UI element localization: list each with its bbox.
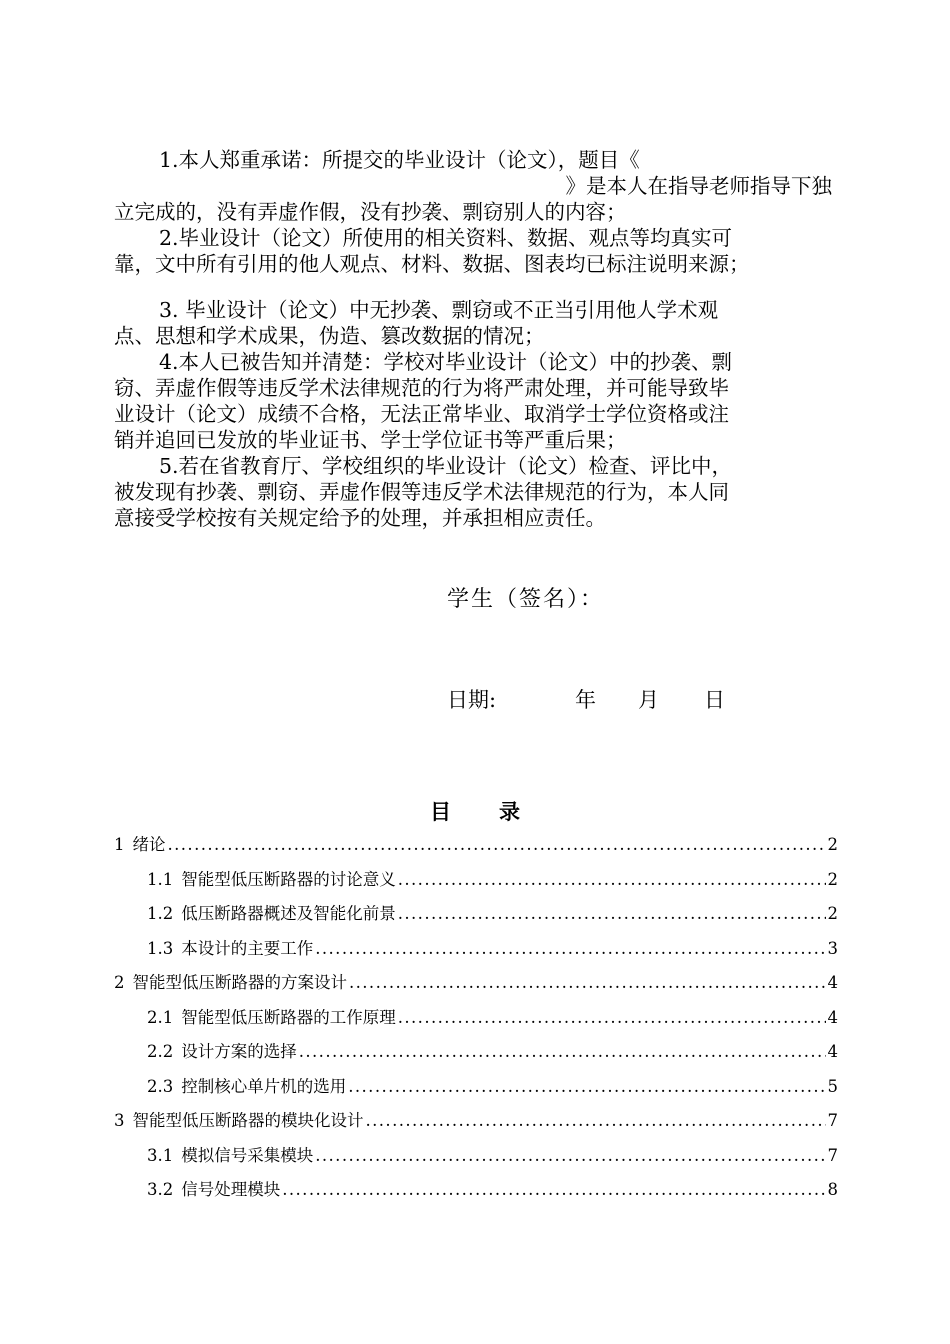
pledge-line: 点、思想和学术成果，伪造、篡改数据的情况； — [114, 324, 545, 348]
toc-entry[interactable] — [114, 834, 838, 869]
toc-leader-dots — [315, 938, 825, 960]
toc-leader-dots — [398, 1007, 826, 1029]
date-label: 日期: — [447, 688, 497, 712]
toc-title-char: 录 — [499, 800, 520, 824]
toc-entry-title: 智能型低压断路器的讨论意义 — [181, 869, 396, 889]
toc-entry[interactable] — [114, 1110, 838, 1145]
toc-entry[interactable] — [114, 1145, 838, 1180]
toc-entry[interactable] — [114, 903, 838, 938]
toc-entry-page: 4 — [827, 1042, 838, 1061]
toc-entry[interactable] — [114, 1076, 838, 1111]
toc-leader-dots — [348, 1076, 825, 1098]
toc-entry-page: 2 — [827, 835, 838, 854]
toc-entry-page: 2 — [827, 869, 838, 889]
toc-entry-title: 智能型低压断路器的模块化设计 — [132, 1111, 364, 1130]
toc-entry-title: 本设计的主要工作 — [181, 938, 314, 958]
toc-entry-page: 7 — [827, 1145, 838, 1165]
table-of-contents — [114, 834, 838, 1214]
pledge-line: 4.本人已被告知并清楚：学校对毕业设计（论文）中的抄袭、剽 — [159, 350, 733, 374]
toc-entry-title: 模拟信号采集模块 — [181, 1145, 314, 1165]
toc-entry-number: 1.1 — [147, 869, 174, 889]
toc-entry[interactable] — [114, 938, 838, 973]
pledge-line: 销并追回已发放的毕业证书、学士学位证书等严重后果； — [114, 428, 627, 452]
pledge-line: 业设计（论文）成绩不合格，无法正常毕业、取消学士学位资格或注 — [114, 402, 729, 426]
toc-entry-number: 3.2 — [147, 1180, 174, 1199]
toc-entry-page: 4 — [827, 1007, 838, 1027]
toc-leader-dots — [366, 1110, 826, 1132]
toc-leader-dots — [315, 1145, 825, 1167]
integrity-pledge — [114, 147, 838, 531]
toc-entry[interactable] — [114, 869, 838, 904]
toc-leader-dots — [282, 1179, 825, 1201]
toc-entry-title: 绪论 — [132, 835, 166, 854]
toc-leader-dots — [398, 903, 826, 925]
toc-entry-title: 控制核心单片机的选用 — [181, 1076, 347, 1096]
toc-entry-page: 7 — [827, 1111, 838, 1130]
toc-entry-page: 4 — [827, 973, 838, 992]
pledge-line: 1.本人郑重承诺：所提交的毕业设计（论文），题目《 — [159, 148, 640, 172]
toc-title-char: 目 — [430, 800, 451, 824]
toc-entry[interactable] — [114, 1041, 838, 1076]
toc-entry[interactable] — [114, 1007, 838, 1042]
toc-entry-number: 1.3 — [147, 938, 174, 958]
toc-entry-page: 2 — [827, 904, 838, 923]
toc-entry-title: 智能型低压断路器的工作原理 — [181, 1007, 396, 1027]
toc-entry[interactable] — [114, 972, 838, 1007]
pledge-line: 靠，文中所有引用的他人观点、材料、数据、图表均已标注说明来源； — [114, 252, 750, 276]
toc-entry-page: 5 — [827, 1076, 838, 1096]
toc-entry-number: 3.1 — [147, 1145, 174, 1165]
pledge-line: 意接受学校按有关规定给予的处理，并承担相应责任。 — [114, 506, 606, 530]
pledge-line: 2.毕业设计（论文）所使用的相关资料、数据、观点等均真实可 — [159, 226, 733, 250]
toc-entry-page: 8 — [827, 1180, 838, 1199]
toc-entry-number: 2 — [114, 973, 125, 992]
date-month: 月 — [638, 688, 659, 712]
student-signature-label: 学生（签名）： — [447, 587, 605, 612]
pledge-line: 窃、弄虚作假等违反学术法律规范的行为将严肃处理，并可能导致毕 — [114, 376, 729, 400]
paragraph-gap — [114, 277, 838, 297]
date-day: 日 — [704, 688, 725, 712]
toc-entry-number: 2.3 — [147, 1076, 174, 1096]
toc-entry[interactable] — [114, 1179, 838, 1214]
toc-entry-title: 低压断路器概述及智能化前景 — [181, 904, 396, 923]
toc-entry-number: 2.1 — [147, 1007, 174, 1027]
toc-leader-dots — [398, 869, 826, 891]
toc-entry-title: 信号处理模块 — [181, 1180, 281, 1199]
toc-entry-page: 3 — [827, 938, 838, 958]
toc-entry-title: 设计方案的选择 — [181, 1042, 297, 1061]
date-year: 年 — [575, 688, 596, 712]
toc-entry-title: 智能型低压断路器的方案设计 — [132, 973, 347, 992]
toc-entry-number: 1.2 — [147, 904, 174, 923]
pledge-line: 3. 毕业设计（论文）中无抄袭、剽窃或不正当引用他人学术观 — [159, 298, 719, 322]
pledge-line: 立完成的，没有弄虚作假，没有抄袭、剽窃别人的内容； — [114, 200, 627, 224]
toc-entry-number: 1 — [114, 835, 125, 854]
toc-leader-dots — [168, 834, 826, 856]
toc-leader-dots — [299, 1041, 826, 1063]
pledge-line: 》是本人在指导老师指导下独 — [565, 174, 832, 198]
pledge-line: 5.若在省教育厅、学校组织的毕业设计（论文）检查、评比中， — [159, 454, 733, 478]
pledge-line: 被发现有抄袭、剽窃、弄虚作假等违反学术法律规范的行为，本人同 — [114, 480, 729, 504]
toc-entry-number: 3 — [114, 1111, 125, 1130]
toc-entry-number: 2.2 — [147, 1042, 174, 1061]
toc-title — [0, 796, 950, 826]
toc-leader-dots — [349, 972, 826, 994]
